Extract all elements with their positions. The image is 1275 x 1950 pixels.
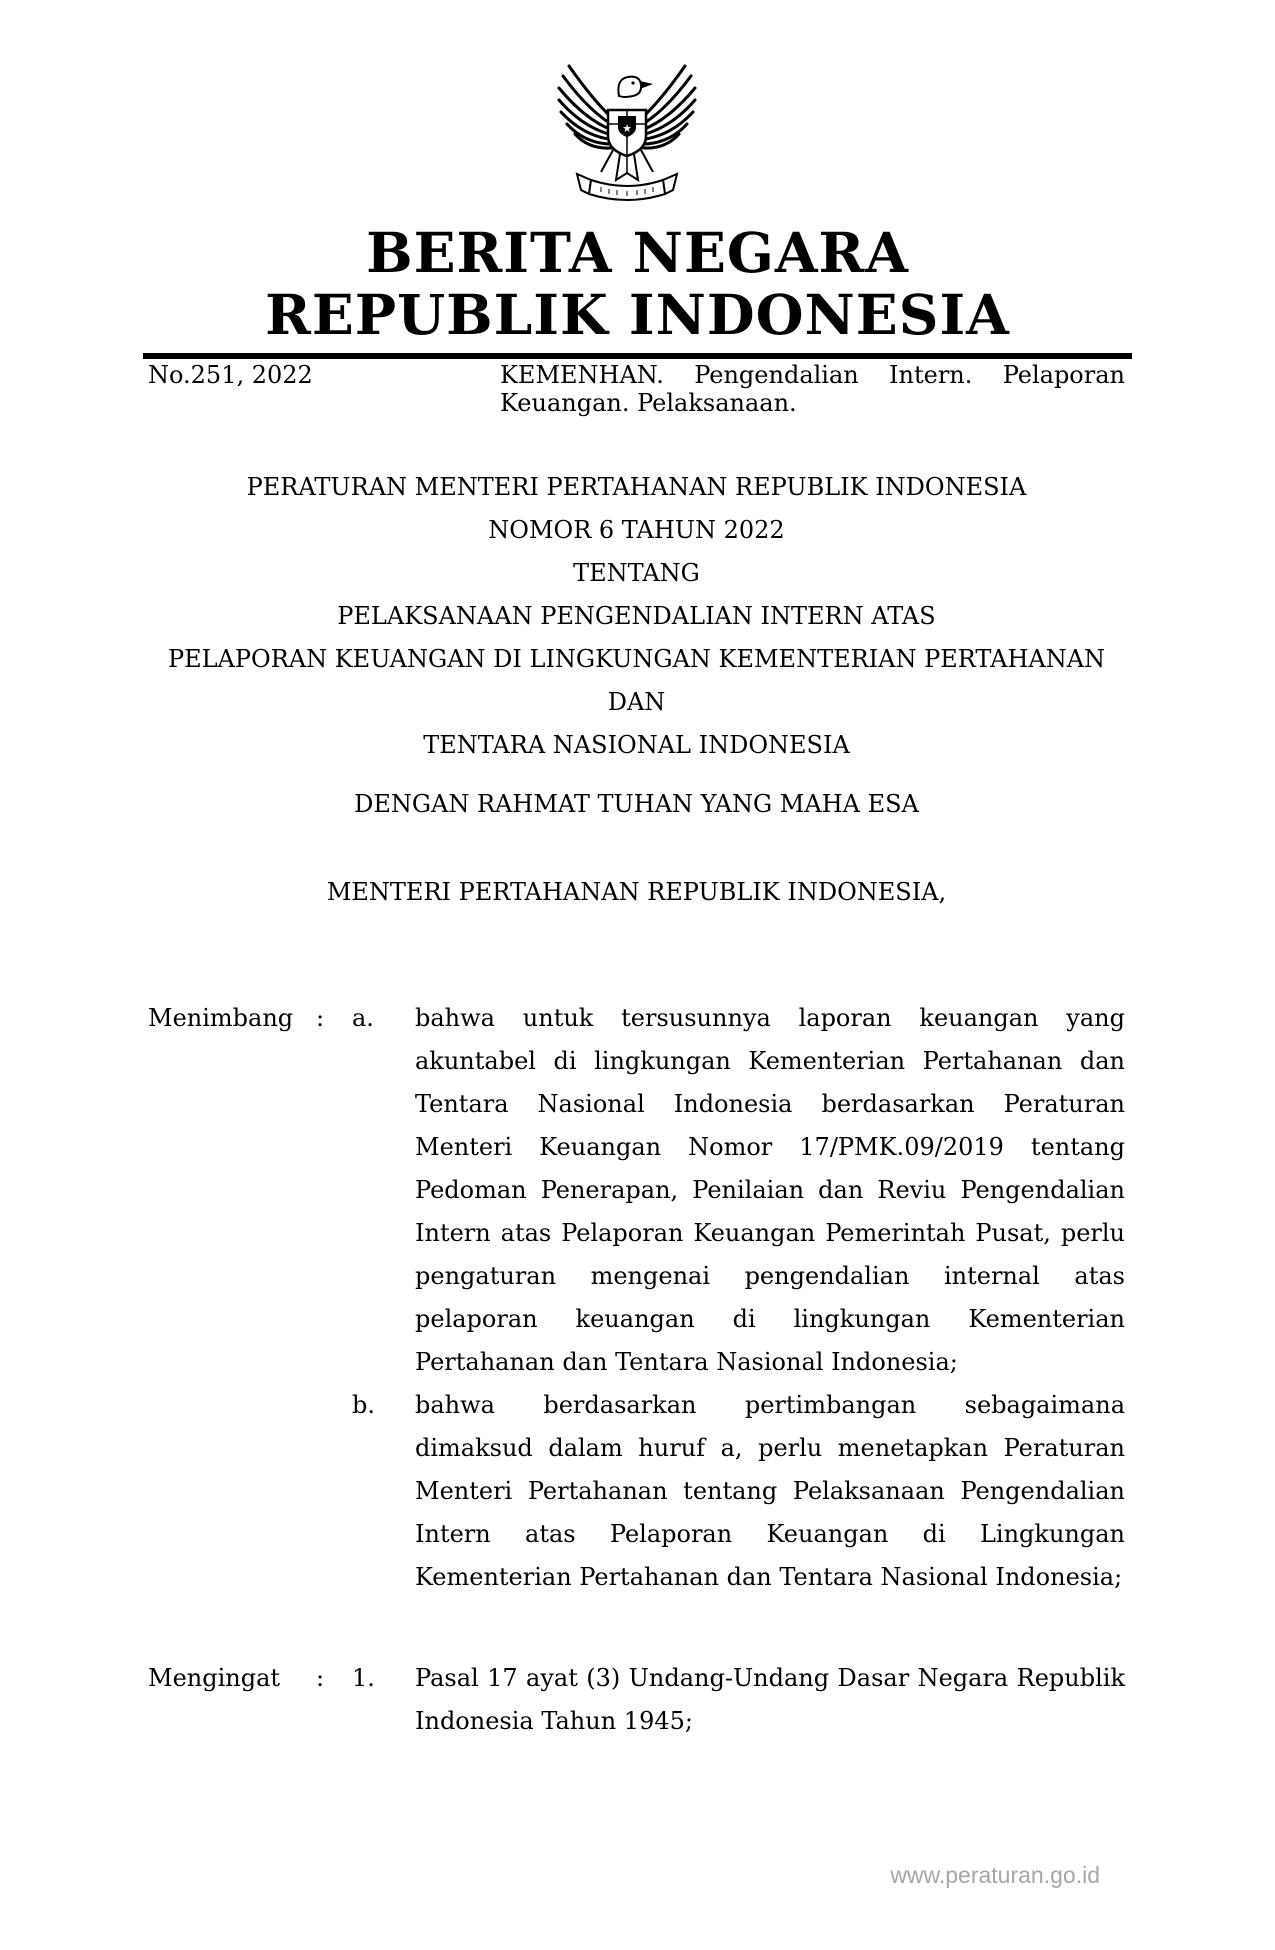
item-text-line: Intern atas Pelaporan Keuangan Pemerintah Pusat, perlu — [415, 1219, 1125, 1247]
section-item — [335, 1657, 1125, 1743]
section-colon: : — [316, 1004, 325, 1032]
section-item — [335, 997, 1125, 1384]
gazette-meta-row — [148, 361, 1125, 417]
item-text-line: Pedoman Penerapan, Penilaian dan Reviu Pengendalian — [415, 1176, 1125, 1204]
preamble-section — [148, 1657, 1125, 1743]
item-text-line: akuntabel di lingkungan Kementerian Pertahanan dan — [415, 1047, 1125, 1075]
item-text-line: Intern atas Pelaporan Keuangan di Lingkungan — [415, 1520, 1125, 1548]
section-colon: : — [316, 1664, 325, 1692]
pancasila-shield — [608, 110, 646, 156]
item-text-line: Pertahanan dan Tentara Nasional Indonesia; — [415, 1348, 958, 1376]
section-items — [335, 997, 1125, 1599]
item-text — [415, 997, 1125, 1384]
section-label: Mengingat — [148, 1664, 281, 1692]
regulation-title-line: TENTARA NASIONAL INDONESIA — [423, 731, 850, 759]
item-text-line: pelaporan keuangan di lingkungan Kementerian — [415, 1305, 1125, 1333]
section-items — [335, 1657, 1125, 1743]
item-text-line: Pasal 17 ayat (3) Undang-Undang Dasar Negara Republik — [415, 1664, 1125, 1692]
gazette-subject-line: KEMENHAN. Pengendalian Intern. Pelaporan — [500, 361, 1125, 389]
svg-text:★: ★ — [622, 122, 632, 135]
masthead-line-2: REPUBLIK INDONESIA — [265, 282, 1010, 347]
regulation-title-line: PELAKSANAAN PENGENDALIAN INTERN ATAS — [337, 602, 936, 630]
item-text-line: dimaksud dalam huruf a, perlu menetapkan Peraturan — [415, 1434, 1125, 1462]
masthead-rule — [143, 353, 1132, 359]
item-text-line: Menteri Pertahanan tentang Pelaksanaan Pengendalian — [415, 1477, 1125, 1505]
item-text-line: bahwa untuk tersusunnya laporan keuangan yang — [415, 1004, 1125, 1032]
gazette-number: No.251, 2022 — [148, 361, 313, 389]
item-text — [415, 1384, 1125, 1599]
item-text-line: Menteri Keuangan Nomor 17/PMK.09/2019 tentang — [415, 1133, 1125, 1161]
preamble-section — [148, 997, 1125, 1599]
regulation-title-line: PERATURAN MENTERI PERTAHANAN REPUBLIK INDONESIA — [246, 473, 1027, 501]
masthead — [0, 222, 1275, 346]
item-text-line: Kementerian Pertahanan dan Tentara Nasional Indonesia; — [415, 1563, 1123, 1591]
source-url: www.peraturan.go.id — [890, 1862, 1100, 1888]
gazette-subject — [500, 361, 1125, 417]
regulation-title-line: PELAPORAN KEUANGAN DI LINGKUNGAN KEMENTERIAN PERTAHANAN DAN — [167, 645, 1106, 716]
item-marker: a. — [352, 1004, 374, 1032]
item-text — [415, 1657, 1125, 1743]
invocation-line: DENGAN RAHMAT TUHAN YANG MAHA ESA — [354, 790, 919, 818]
item-text-line: bahwa berdasarkan pertimbangan sebagaimana — [415, 1391, 1125, 1419]
item-marker: b. — [352, 1391, 375, 1419]
regulation-title-line: NOMOR 6 TAHUN 2022 — [488, 516, 785, 544]
gazette-subject-line: Keuangan. Pelaksanaan. — [500, 389, 797, 417]
item-text-line: pengaturan mengenai pengendalian internal atas — [415, 1262, 1125, 1290]
authority-line: MENTERI PERTAHANAN REPUBLIK INDONESIA, — [326, 878, 947, 906]
masthead-line-1: BERITA NEGARA — [366, 220, 909, 285]
motto-ribbon — [577, 174, 677, 200]
garuda-pancasila-emblem — [551, 54, 703, 212]
section-label: Menimbang — [148, 1004, 294, 1032]
item-marker: 1. — [352, 1664, 375, 1692]
item-text-line: Tentara Nasional Indonesia berdasarkan Peraturan — [415, 1090, 1125, 1118]
regulation-title-line: TENTANG — [573, 559, 700, 587]
item-text-line: Indonesia Tahun 1945; — [415, 1707, 693, 1735]
regulation-title — [148, 466, 1125, 767]
section-item — [335, 1384, 1125, 1599]
